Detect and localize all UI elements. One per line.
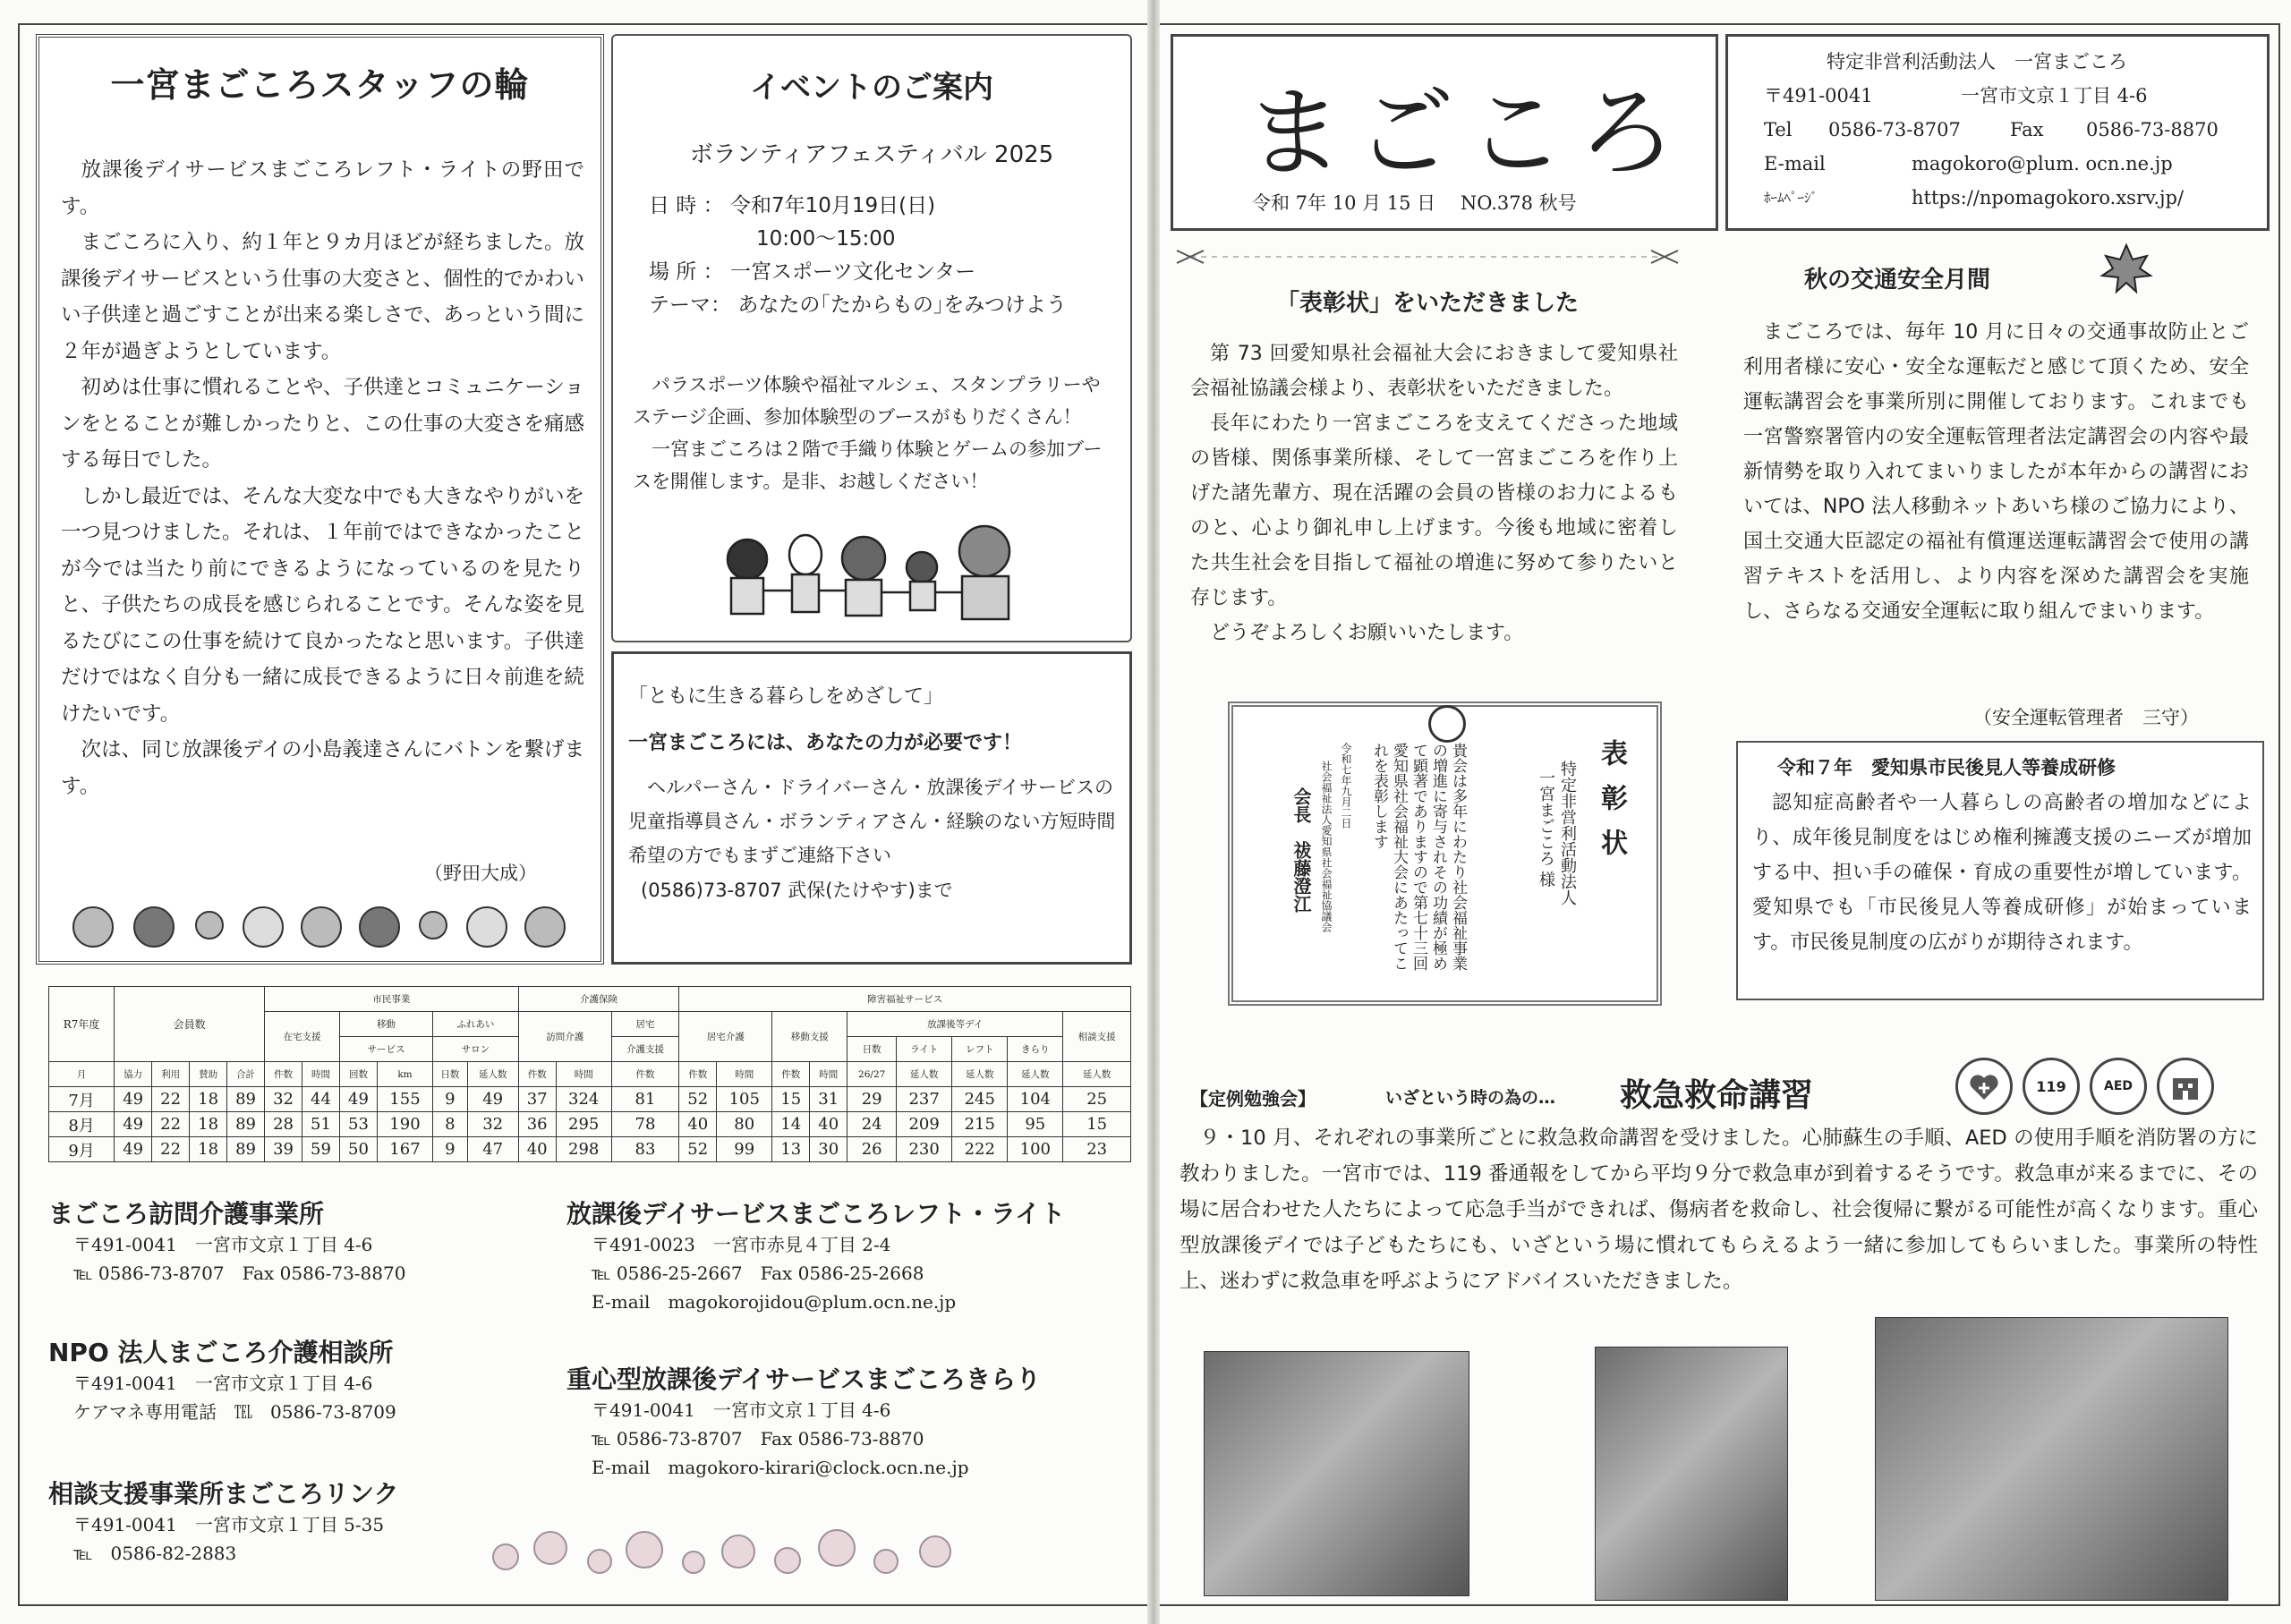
table-cell: 167	[377, 1137, 432, 1162]
org-homepage-label: ﾎｰﾑﾍﾟｰｼﾞ	[1764, 190, 1818, 206]
table-cell: 53	[339, 1112, 377, 1137]
staff-title: 一宮まごころスタッフの輪	[110, 65, 530, 105]
table-cell: 155	[377, 1087, 432, 1112]
table-cell: 59	[302, 1137, 340, 1162]
table-cell: 32	[467, 1112, 518, 1137]
stats-subheader: 協力	[115, 1062, 152, 1087]
table-row	[49, 1112, 1131, 1137]
office-name: 重心型放課後デイサービスまごころきらり	[566, 1365, 1042, 1394]
staff-author: （野田大成）	[424, 863, 537, 884]
org-postal: 〒491-0041	[1764, 85, 1873, 106]
org-tel: 0586-73-8707	[1828, 119, 1961, 140]
traffic-body	[1743, 315, 2249, 629]
table-cell: 8月	[49, 1112, 115, 1137]
certificate-heading: 表彰状	[1596, 739, 1627, 873]
table-cell: 15	[772, 1087, 810, 1112]
stats-subheader: 延人数	[897, 1062, 952, 1087]
table-cell: 7月	[49, 1087, 115, 1112]
ribbon-divider	[1172, 243, 1682, 270]
office-line: 〒491-0041 一宮市文京１丁目 5-35	[73, 1514, 385, 1535]
stats-subheader: 26/27	[847, 1062, 897, 1087]
org-email[interactable]: magokoro@plum. ocn.ne.jp	[1912, 153, 2173, 174]
table-cell: 18	[190, 1112, 227, 1137]
table-cell: 49	[115, 1112, 152, 1137]
table-cell: 40	[679, 1112, 717, 1137]
table-cell: 28	[265, 1112, 302, 1137]
org-email-label: E-mail	[1764, 153, 1826, 174]
stats-subheader: 利用	[152, 1062, 190, 1087]
table-cell: 18	[190, 1137, 227, 1162]
event-place-label: 場 所 ：	[649, 260, 724, 284]
masthead-issue: 令和 7年 10 月 15 日 NO.378 秋号	[1252, 192, 1577, 214]
office-1	[48, 1195, 549, 1288]
table-cell: 49	[339, 1087, 377, 1112]
office-line: 〒491-0041 一宮市文京１丁目 4-6	[73, 1373, 373, 1394]
table-cell: 9	[433, 1087, 468, 1112]
stats-transport: 移動	[339, 1012, 432, 1037]
office-line: ℡ 0586-73-8707 Fax 0586-73-8870	[73, 1263, 406, 1284]
firstaid-lead: いざという時の為の…	[1385, 1088, 1556, 1108]
stats-fureai2: サロン	[433, 1037, 519, 1062]
table-cell: 32	[265, 1087, 302, 1112]
guardian-paragraph: 認知症高齢者や一人暮らしの高齢者の増加などにより、成年後見制度をはじめ権利擁護支援のニーズが増加する中、担い手の確保・育成の重要性が増しています。愛知県でも「市民後見人等養成研修」が始まっています。市民後見制度の広がりが期待されます。	[1752, 792, 2252, 954]
event-box	[611, 34, 1132, 642]
org-fax: 0586-73-8870	[2086, 119, 2219, 140]
event-place: 一宮スポーツ文化センター	[729, 260, 976, 284]
hospital-icon	[2157, 1058, 2214, 1115]
staff-paragraph: まごころに入り、約１年と９カ月ほどが経ちました。放課後デイサービスという仕事の大変さと、個性的でかわいい子供達と過ごすことが出来る楽しさで、あっという間に２年が過ぎようとしています。	[61, 231, 585, 363]
table-cell: 30	[810, 1137, 847, 1162]
table-cell: 37	[518, 1087, 556, 1112]
table-cell: 39	[265, 1137, 302, 1162]
stats-after-school: 放課後等デイ	[847, 1012, 1063, 1037]
stats-kirari: きらり	[1008, 1037, 1063, 1062]
staff-column	[36, 34, 604, 965]
stats-body	[49, 1087, 1131, 1162]
traffic-title: 秋の交通安全月間	[1803, 267, 1990, 293]
phone-119-label: 119	[2036, 1077, 2066, 1095]
event-body	[633, 369, 1116, 497]
recruit-body: ヘルパーさん・ドライバーさん・放課後デイサービスの児童指導員さん・ボランティアさん・経験のない方短時間希望の方でもまずご連絡下さい	[628, 777, 1116, 866]
table-cell: 222	[952, 1137, 1008, 1162]
org-homepage-link[interactable]: https://npomagokoro.xsrv.jp/	[1912, 187, 2185, 208]
stats-members-header: 会員数	[115, 987, 265, 1062]
table-cell: 40	[810, 1112, 847, 1137]
org-info-box	[1725, 34, 2270, 231]
office-5	[566, 1360, 1139, 1482]
recruit-contact: (0586)73-8707 武保(たけやす)まで	[641, 880, 953, 901]
masthead-title: まごころ	[1245, 76, 1689, 191]
event-subtitle: ボランティアフェスティバル 2025	[689, 141, 1054, 168]
stats-subheader: 時間	[302, 1062, 340, 1087]
stats-left: レフト	[952, 1037, 1008, 1062]
event-date: 令和7年10月19日(日)	[729, 194, 936, 217]
stats-right: ライト	[897, 1037, 952, 1062]
stats-subheader: 時間	[717, 1062, 772, 1087]
stats-days: 日数	[847, 1037, 897, 1062]
phone-119-icon	[2023, 1058, 2080, 1115]
page-fold	[1147, 0, 1160, 1624]
office-name: NPO 法人まごころ介護相談所	[48, 1338, 394, 1367]
table-cell: 245	[952, 1087, 1008, 1112]
table-cell: 13	[772, 1137, 810, 1162]
certificate-date: 令和七年九月二日	[1340, 743, 1352, 829]
table-cell: 104	[1008, 1087, 1063, 1112]
recruit-box	[611, 651, 1132, 965]
table-cell: 22	[152, 1112, 190, 1137]
table-cell: 190	[377, 1112, 432, 1137]
firstaid-photo-2	[1595, 1347, 1788, 1601]
table-cell: 15	[1063, 1112, 1131, 1137]
certificate-issuer: 社会福祉法人愛知県社会福祉協議会	[1320, 761, 1333, 932]
certificate-emblem	[1428, 705, 1466, 743]
firstaid-photo-1	[1204, 1351, 1469, 1596]
office-line: ℡ 0586-73-8707 Fax 0586-73-8870	[592, 1428, 924, 1450]
event-theme: あなたの｢たからもの｣をみつけよう	[737, 293, 1067, 317]
table-cell: 83	[611, 1137, 679, 1162]
table-cell: 209	[897, 1112, 952, 1137]
stats-subheader: 時間	[810, 1062, 847, 1087]
maple-leaf-icon	[2099, 242, 2154, 297]
stats-subheader: 合計	[227, 1062, 265, 1087]
masthead-box	[1171, 34, 1718, 231]
fruit-decoration	[66, 898, 576, 952]
stats-subheader: 件数	[265, 1062, 302, 1087]
office-name: 放課後デイサービスまごころレフト・ライト	[566, 1199, 1066, 1229]
table-cell: 29	[847, 1087, 897, 1112]
stats-subheader: 賛助	[190, 1062, 227, 1087]
table-cell: 9	[433, 1137, 468, 1162]
stats-subheader: 時間	[556, 1062, 611, 1087]
table-cell: 295	[556, 1112, 611, 1137]
stats-home-support: 在宅支援	[265, 1012, 340, 1062]
table-row	[49, 1087, 1131, 1112]
office-line: ケアマネ専用電話 ℡ 0586-73-8709	[73, 1401, 396, 1423]
table-cell: 52	[679, 1137, 717, 1162]
table-cell: 47	[467, 1137, 518, 1162]
recruit-title: 「ともに生きる暮らしをめざして」	[628, 685, 944, 708]
firstaid-title: 救急救命講習	[1620, 1077, 1814, 1114]
heart-plus-icon	[1955, 1058, 2013, 1115]
office-4	[566, 1195, 1139, 1316]
table-cell: 50	[339, 1137, 377, 1162]
stats-home-care: 居宅介護	[679, 1012, 772, 1062]
certificate-recipient-1: 特定非営利活動法人	[1558, 761, 1577, 906]
table-cell: 49	[467, 1087, 518, 1112]
table-cell: 89	[227, 1137, 265, 1162]
traffic-author: （安全運転管理者 三守）	[1973, 707, 2199, 728]
table-cell: 25	[1063, 1087, 1131, 1112]
stats-disability-header: 障害福祉サービス	[679, 987, 1131, 1012]
flower-decoration	[488, 1512, 971, 1593]
firstaid-body	[1180, 1120, 2258, 1299]
certificate	[1228, 701, 1662, 1006]
stats-subheader: 延人数	[1008, 1062, 1063, 1087]
event-body-2: 一宮まごころは２階で手織り体験とゲームの参加ブースを開催します。是非、お越しください！	[633, 438, 1103, 492]
table-cell: 9月	[49, 1137, 115, 1162]
certificate-recipient-2: 一宮まごころ 様	[1537, 769, 1555, 888]
stats-subheader: km	[377, 1062, 432, 1087]
table-cell: 95	[1008, 1112, 1063, 1137]
office-line: E-mail magokorojidou@plum.ocn.ne.jp	[592, 1291, 957, 1313]
stats-care-header: 介護保険	[518, 987, 679, 1012]
aed-icon	[2090, 1058, 2147, 1115]
stats-move-support: 移動支援	[772, 1012, 847, 1062]
recruit-headline: 一宮まごころには、あなたの力が必要です！	[628, 732, 1023, 754]
guardian-body	[1752, 786, 2252, 960]
stats-kyotaku2: 介護支援	[611, 1037, 679, 1062]
table-cell: 78	[611, 1112, 679, 1137]
table-cell: 89	[227, 1112, 265, 1137]
table-cell: 22	[152, 1137, 190, 1162]
stats-kyotaku: 居宅	[611, 1012, 679, 1037]
stats-fureai: ふれあい	[433, 1012, 519, 1037]
stats-subheader: 件数	[518, 1062, 556, 1087]
event-title: イベントのご案内	[750, 70, 993, 106]
office-line: E-mail magokoro-kirari@clock.ocn.ne.jp	[592, 1457, 969, 1478]
office-line: ℡ 0586-82-2883	[73, 1543, 237, 1564]
table-cell: 298	[556, 1137, 611, 1162]
table-cell: 26	[847, 1137, 897, 1162]
org-fax-label: Fax	[2010, 119, 2044, 140]
table-cell: 52	[679, 1087, 717, 1112]
stats-consult: 相談支援	[1063, 1012, 1131, 1062]
table-cell: 36	[518, 1112, 556, 1137]
table-cell: 49	[115, 1137, 152, 1162]
award-body	[1190, 336, 1678, 650]
staff-paragraph: しかし最近では、そんな大変な中でも大きなやりがいを一つ見つけました。それは、１年前ではできなかったことが今では当たり前にできるようになっているのを見たりと、子供たちの成長を感じられることです。そんな姿を見るたびにこの仕事を続けて良かったなと思います。子供達だけではなく自分も一緒に成長できるように日々前進を続けたいです。	[61, 484, 585, 726]
staff-paragraph: 次は、同じ放課後デイの小島義達さんにバトンを繋げます。	[61, 738, 584, 798]
stats-subheader: 延人数	[952, 1062, 1008, 1087]
table-cell: 22	[152, 1087, 190, 1112]
table-cell: 23	[1063, 1137, 1131, 1162]
stats-subheader: 件数	[679, 1062, 717, 1087]
office-line: 〒491-0023 一宮市赤見４丁目 2-4	[592, 1234, 891, 1255]
table-cell: 8	[433, 1112, 468, 1137]
firstaid-tag: 【定例勉強会】	[1190, 1088, 1316, 1110]
stats-subheader: 件数	[772, 1062, 810, 1087]
office-line: 〒491-0041 一宮市文京１丁目 4-6	[73, 1234, 373, 1255]
firstaid-paragraph: ９・10 月、それぞれの事業所ごとに救急救命講習を受けました。心肺蘇生の手順、AED の使用手順を消防署の方に教わりました。一宮市では、119 番通報をしてから平均９分で救急車が到着するそうです。救急車が来るまでに、その場に居合わせた人たちによって応急手当ができれば、傷病者を救命し、社会復帰に繋がる可能性が高くなります。重心型放課後デイでは子どもたちにも、いざという場に慣れてもらえるよう一緒に参加してもらいました。事業所の特性上、迷わずに救急車を呼ぶようにアドバイスいただきました。	[1180, 1127, 2258, 1293]
stats-civic-header: 市民事業	[265, 987, 519, 1012]
event-details	[649, 190, 1114, 322]
award-paragraph: 第 73 回愛知県社会福祉大会におきまして愛知県社会福祉協議会様より、表彰状をいただきました。	[1190, 343, 1678, 400]
event-date-label: 日 時 ：	[649, 194, 724, 217]
table-cell: 100	[1008, 1137, 1063, 1162]
stats-subheader: 延人数	[1063, 1062, 1131, 1087]
event-time: 10:00～15:00	[756, 227, 896, 251]
table-cell: 89	[227, 1087, 265, 1112]
animal-characters-illustration	[711, 519, 1034, 631]
firstaid-photo-3	[1875, 1317, 2228, 1601]
office-name: まごころ訪問介護事業所	[48, 1199, 325, 1229]
table-cell: 31	[810, 1087, 847, 1112]
org-name: 特定非営利活動法人 一宮まごころ	[1827, 51, 2127, 72]
staff-body	[61, 152, 584, 804]
table-cell: 49	[115, 1087, 152, 1112]
stats-subheader: 日数	[433, 1062, 468, 1087]
event-body-1: パラスポーツ体験や福祉マルシェ、スタンプラリーやステージ企画、参加体験型のブースがもりだくさん！	[633, 374, 1101, 428]
office-line: ℡ 0586-25-2667 Fax 0586-25-2668	[592, 1263, 924, 1284]
stats-subheader: 月	[49, 1062, 115, 1087]
stats-year: R7年度	[49, 987, 115, 1062]
stats-subheader: 件数	[611, 1062, 679, 1087]
table-cell: 99	[717, 1137, 772, 1162]
stats-subheader: 回数	[339, 1062, 377, 1087]
table-cell: 81	[611, 1087, 679, 1112]
table-cell: 237	[897, 1087, 952, 1112]
certificate-text: 貴会は多年にわたり社会福祉事業の増進に寄与されその功績が極めて顕著でありますので第七十三回愛知県社会福祉大会にあたってこれを表彰します	[1370, 743, 1467, 971]
staff-paragraph: 放課後デイサービスまごころレフト・ライトの野田です。	[61, 158, 584, 218]
aed-label: AED	[2103, 1079, 2133, 1093]
award-title: 「表彰状」をいただきました	[1275, 290, 1579, 317]
table-cell: 18	[190, 1087, 227, 1112]
certificate-president: 会長 祓藤澄江	[1290, 787, 1312, 913]
staff-paragraph: 初めは仕事に慣れることや、子供達とコミュニケーションをとることが難しかったりと、この仕事の大変さを痛感する毎日でした。	[61, 376, 585, 472]
stats-transport2: サービス	[339, 1037, 432, 1062]
guardian-title: 令和７年 愛知県市民後見人等養成研修	[1777, 757, 2116, 778]
office-3	[48, 1475, 549, 1568]
table-cell: 40	[518, 1137, 556, 1162]
table-cell: 324	[556, 1087, 611, 1112]
stats-subheader: 延人数	[467, 1062, 518, 1087]
table-cell: 14	[772, 1112, 810, 1137]
office-line: 〒491-0041 一宮市文京１丁目 4-6	[592, 1399, 891, 1421]
org-address: 一宮市文京１丁目 4-6	[1961, 85, 2148, 106]
table-cell: 215	[952, 1112, 1008, 1137]
award-paragraph: 長年にわたり一宮まごころを支えてくださった地域の皆様、関係事業所様、そして一宮まごころを作り上げた諸先輩方、現在活躍の会員の皆様のお力によるものと、心より御礼申し上げます。今後も地域に密着した共生社会を目指して福祉の増進に努めて参りたいと存じます。	[1190, 412, 1678, 609]
award-paragraph: どうぞよろしくお願いいたします。	[1210, 622, 1524, 644]
table-cell: 44	[302, 1087, 340, 1112]
stats-subheader-row	[49, 1062, 1131, 1087]
office-name: 相談支援事業所まごころリンク	[48, 1479, 399, 1509]
stats-table	[48, 986, 1131, 1162]
table-row	[49, 1137, 1131, 1162]
stats-home-visit: 訪問介護	[518, 1012, 611, 1062]
table-cell: 51	[302, 1112, 340, 1137]
table-cell: 24	[847, 1112, 897, 1137]
traffic-paragraph: まごころでは、毎年 10 月に日々の交通事故防止とご利用者様に安心・安全な運転だと感じて頂くため、安全運転講習会を事業所別に開催しております。これまでも一宮警察署管内の安全運転管理者法定講習会の内容や最新情勢を取り入れてまいりましたが本年からの講習においては、NPO 法人移動ネットあいち様のご協力により、国土交通大臣認定の福祉有償運送運転講習会で使用の講習テキストを活用し、より内容を深めた講習会を実施し、さらなる交通安全運転に取り組んでまいります。	[1743, 321, 2249, 623]
table-cell: 105	[717, 1087, 772, 1112]
office-2	[48, 1333, 549, 1426]
org-tel-label: Tel	[1764, 119, 1793, 140]
guardian-box	[1736, 741, 2264, 1000]
table-cell: 230	[897, 1137, 952, 1162]
table-cell: 80	[717, 1112, 772, 1137]
event-theme-label: テーマ：	[649, 293, 731, 317]
